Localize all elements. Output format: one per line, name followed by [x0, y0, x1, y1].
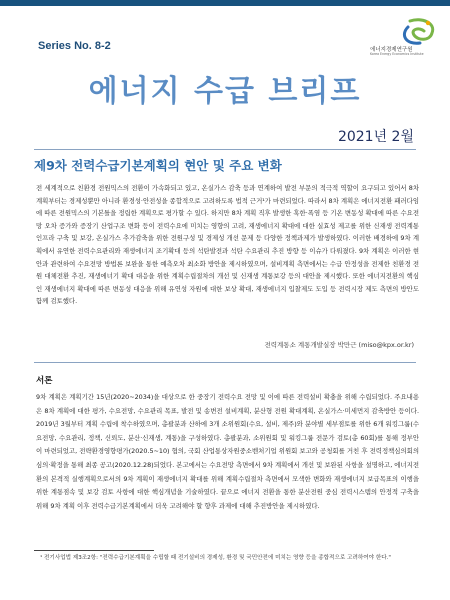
logo-subname: Korea Energy Economics Institute	[370, 52, 424, 56]
title-divider	[34, 149, 416, 150]
body-paragraph: 9차 계획은 계획기간 15년(2020∼2034)을 대상으로 한 중장기 전력수요 전망 및 이에 따른 전력설비 확충을 위해 수립되었다. 주요내용은 8차 계획에 대한 평가, 수요전망, 수요관리 목표, 발전 및 송변전 설비계획, 분산형 전원 확대계획, 온실가스·미세먼지 감축방안 등이다. 2019년 3월부터 계획 수립에 착수하였으며, 총괄분과 산하에 3개 소위원회(수요, 설비, 제주)와 분야별 세부점토를 위한 6개 워킹그룹(수요전망, 수요관리, 정책, 신뢰도, 분산·신재생, 계통)을 구성하였다. 총괄분과, 소위원회 및 워킹그룹 전문가 검토(총 60회)를 통해 정부안이 마련되었고, 전략환경영향평가(2020.5∼10) 협의, 국회 산업통상자원중소벤처기업 위원회 보고와 공청회를 거친 후 전력정책심의회의 심의·확정을 통해 최종 공고(2020.12.28)되었다. 본고에서는 수요전망 측면에서 9차 계획에서 개선 및 보완된 사항을 설명하고, 에너지전환의 본격적 실행계획으로서의 9차 계획이 재생에너지 확대를 위해 계획수립절차 측면에서 모색한 변화와 재생에너지 보급목표의 이행을 위한 계통점속 및 보강 검토 사항에 대한 핵심개념을 기술하였다. 끝으로 에너지 전환을 통한 분산전원 중심 전력시스템의 안정적 구축을 위해 9차 계획 이후 전력수급기본계획에서 더욱 고려해야 할 향후 과제에 대해 추진방안을 제시하였다.	[36, 393, 419, 510]
top-accent-bar	[0, 0, 450, 6]
page-title: 에너지 수급 브리프	[88, 74, 362, 109]
author-line: 전력계통소 계통개발실장 박만근 (miso@kpx.or.kr)	[264, 341, 414, 349]
footnote: ¹ 전기사업법 제3조2항: "전력수급기본계획을 수립할 때 전기설비의 경제성, 환경 및 국민안전에 미치는 영향 등을 종합적으로 고려하여야 한다."	[40, 555, 391, 561]
footnote-divider	[34, 550, 154, 551]
logo-name: 에너지경제연구원	[370, 47, 413, 53]
section-heading: 서론	[36, 376, 53, 386]
section-divider	[34, 362, 416, 363]
issue-date: 2021년 2월	[337, 129, 414, 145]
summary-paragraph: 전 세계적으로 친환경 전원믹스의 전환이 가속화되고 있고, 온실가스 감축 등과 연계하여 발전 부문의 적극적 역할이 요구되고 있어서 8차 계획부터는 경제성뿐만 아니라 환경성·안전성을 종합적으로 고려하도록 법적 근거¹가 마련되었다. 따라서 8차 계획은 에너지전환 패러다임에 따른 전원믹스의 기본틀을 정립한 계획으로 평가할 수 있다. 하지만 8차 계획 직후 발생한 혹한·폭염 등 기온 변동성 확대에 따른 수요전망 오차 증가와 증장기 산업구조 변화 등이 전력수요에 미치는 영향의 고려, 재생에너지 확대에 대한 실효성 제고를 위한 신재생 전력계통 인프라 구축 및 보강, 온실가스 추가감축을 위한 전원구성 및 경제성 개선 문제 등 다양한 정책과제가 발생하였다. 이러한 배경하에 9차 계획에서 유연한 전력수요관리와 재생에너지 조기확대 등의 석탄발전과 석탄 수요관리 추진 방향 등 이슈가 다뤄졌다. 9차 계획은 이러한 현안과 관련하여 수요전망 방법론 보완을 통한 예측오차 최소화 방안을 제시하였으며, 설비계획 측면에서는 수급 안정성을 전제한 친환경 전원 대체전환 추진, 재생에너기 확대 대응을 위한 계획수립절차의 개선 및 신재생 계통보강 등의 대안을 제시했다. 또한 에너지전환의 핵심인 재생에너지 확대에 따른 변동성 대응을 위해 유연성 자원에 대한 보상 확대, 재생에너지 입찰제도 도입 등 전력시장 제도 측면의 방안도 함께 검토했다.	[36, 184, 419, 306]
series-number: Series No. 8-2	[38, 40, 111, 52]
article-subtitle: 제9차 전력수급기본계획의 현안 및 주요 변화	[34, 158, 282, 173]
